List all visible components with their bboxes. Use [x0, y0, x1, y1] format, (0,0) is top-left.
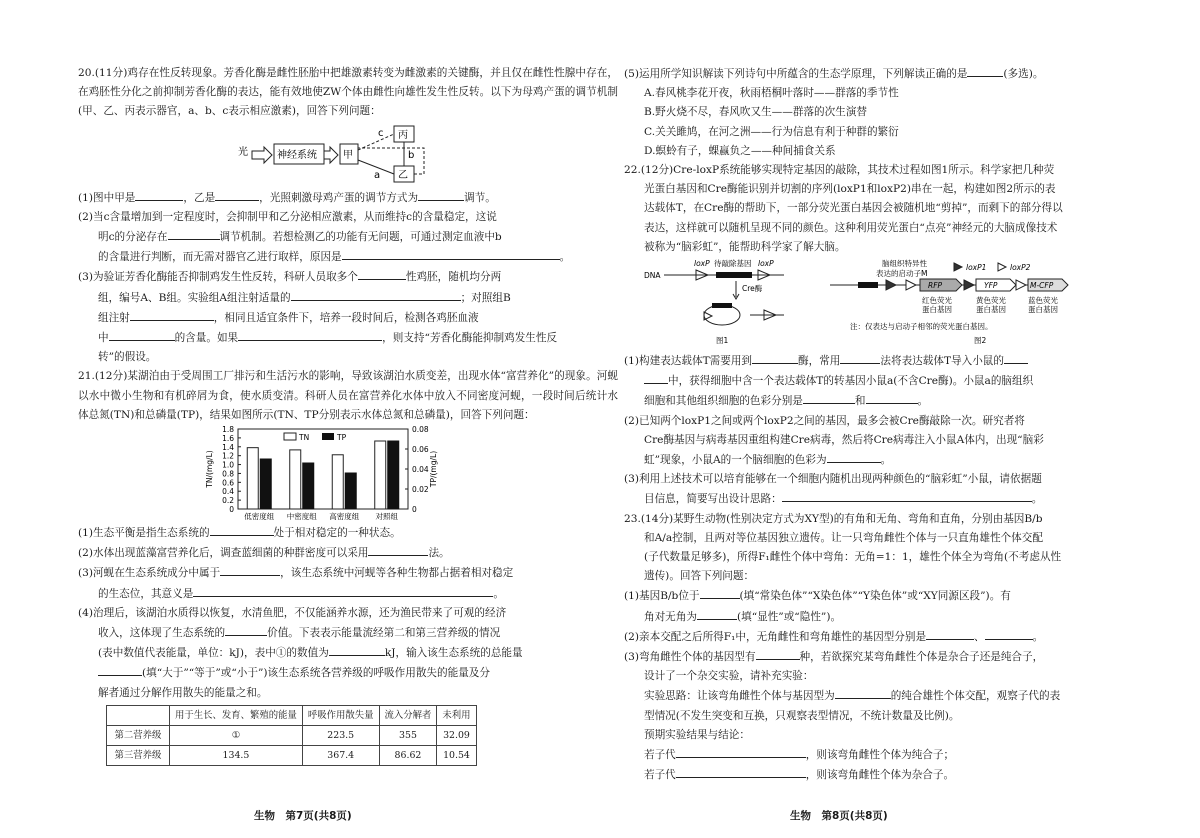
legend-tp-label: TP — [337, 433, 347, 443]
table-row — [107, 726, 477, 746]
x-tick-label: 高密度组 — [329, 512, 360, 522]
legend-tn-swatch — [284, 433, 296, 440]
bar-tp — [303, 463, 314, 509]
rfp-text-1: 红色荧光 — [922, 296, 952, 306]
q22-l3: 达载体T，在Cre酶的帮助下，一部分荧光蛋白基因会被随机地“剪掉”，而剩下的部分得以 — [644, 202, 1063, 215]
q20-s3e: 转”的假设。 — [98, 351, 157, 364]
q21-s5: (5)运用所学知识解读下列诗句中所蕴含的生态学原理，下列解读正确的是 (多选)。 — [624, 64, 1172, 84]
nerve-label: 神经系统 — [277, 149, 317, 161]
q21-s3a: (3)河蚬在生态系统成分中属于 ，该生态系统中河蚬等各种生物都占据着相对稳定 — [78, 563, 618, 583]
table-cell: 第三营养级 — [107, 746, 170, 766]
loxp-left-label: loxP — [694, 259, 710, 269]
q21-intro: 21.(12分)某湖泊由于受周围工厂排污和生活污水的影响，导致该湖泊水质变差，出现水体“富营养化”的现象。河蚬以水中微小生物和有机碎屑为食，使水质变清。科研人员在富营养化水体中放入不同密度河蚬，一段时间后统计水体总氮(TN)和总磷量(TP)，结果如图所示(TN、TP分别表示水体总氮和总磷量)，回答下列问题： — [78, 370, 618, 421]
q20-intro: 20.(11分)鸡存在性反转现象。芳香化酶是雌性胚胎中把雄激素转变为雌激素的关键酶，并且仅在雌性性腺中存在，在鸡胚性分化之前抑制芳香化酶的表达，能有效地使ZW个体由雌性向雄性发生性反转。以下为母鸡产蛋的调节机制(甲、乙、丙表示器官，a、b、c表示相应激素)，回答下列问题： — [78, 67, 618, 118]
q22-l1: 22.(12分)Cre-loxP系统能够实现特定基因的敲除，其技术过程如图1所示。科学家把几种荧 — [624, 164, 1055, 177]
q22-s1b: 中，获得细胞中含一个表达载体T的转基因小鼠a(不含Cre酶)。小鼠a的脑组织 — [624, 371, 1172, 391]
q22-s3b: 目信息，简要写出设计思路： 。 — [624, 489, 1172, 509]
q23-l1: 23.(14分)某野生动物(性别决定方式为XY型)的有角和无角、弯角和直角，分别由基因B/b — [624, 512, 1043, 525]
bar-tp — [388, 441, 399, 509]
right-column — [624, 64, 1172, 786]
y2-tick-label: 0.06 — [412, 445, 429, 455]
x-tick-label: 对照组 — [375, 512, 398, 522]
table-header-cell: 未利用 — [437, 705, 476, 725]
table-cell: 223.5 — [302, 726, 379, 746]
q22-s2c: 虹”现象，小鼠A的一个脑细胞的色彩为 。 — [624, 450, 1172, 470]
q20-s3b: 组，编号A、B组。实验组A组注射适量的 ；对照组B — [78, 288, 618, 308]
light-label: 光 — [238, 146, 248, 158]
y-tick-label: 1.8 — [222, 425, 234, 435]
q21-option-a: A.春风桃李花开夜，秋雨梧桐叶落时——群落的季节性 — [644, 87, 899, 100]
y-tick-label: 1.4 — [222, 442, 234, 452]
q21-s4c: (表中数值代表能量，单位：kJ)，表中①的数值为 kJ，输入该生态系统的总能量 — [78, 643, 618, 663]
q23-l3: (子代数量足够多)，所得F₁雌性个体中弯角：无角=1：1，雄性个体全为弯角(不考虑从性 — [644, 551, 1062, 564]
mcfp-label: M-CFP — [1030, 281, 1054, 291]
footer-right: 生物 第8页(共8页) — [790, 810, 888, 822]
legend-loxp1-label: loxP1 — [966, 263, 987, 273]
q22-s1c: 细胞和其他组织细胞的色彩分别是 和 。 — [624, 391, 1172, 411]
y-tick-label: 0.8 — [222, 469, 234, 479]
y2-tick-label: 0.08 — [412, 425, 429, 435]
legend-loxp2-icon — [998, 263, 1006, 271]
left-column — [78, 64, 618, 766]
table-header-cell — [107, 705, 170, 725]
y-tick-label: 0 — [229, 505, 234, 515]
yfp-label: YFP — [984, 281, 998, 291]
rfp-text-2: 蛋白基因 — [922, 305, 952, 315]
q23-s3e: 预期实验结果与结论： — [644, 728, 750, 741]
q20-s1: (1)图中甲是 ，乙是 ，光照刺激母鸡产蛋的调节方式为 调节。 — [78, 188, 618, 208]
legend-tn-label: TN — [299, 433, 310, 443]
q23-s3f: 若子代 ，则该弯角雌性个体为纯合子； — [624, 745, 1172, 765]
legend-loxp2-label: loxP2 — [1010, 263, 1031, 273]
q23-s1a: (1)基因B/b位于 (填“常染色体”“X染色体”“Y染色体”或“XY同源区段”)。有 — [624, 586, 1172, 606]
legend-tp-swatch — [322, 433, 334, 440]
loxp2-icon-a — [906, 280, 916, 290]
q23-s1b: 角对无角为 (填“显性”或“隐性”)。 — [624, 607, 1172, 627]
q22-l2: 光蛋白基因和Cre酶能识别并切割的序列(loxP1和loxP2)串在一起，构建如图2所示的表 — [644, 183, 1056, 196]
mcfp-text-2: 蛋白基因 — [1028, 305, 1058, 315]
y2-tick-label: 0.02 — [412, 485, 429, 495]
loxp1-icon-a — [886, 280, 896, 290]
bar-tp — [345, 473, 356, 509]
q20-s3d: 中 的含量。如果 ，则支持“芳香化酶能抑制鸡发生性反 — [78, 328, 618, 348]
q23-l2: 和A/a控制，且两对等位基因独立遗传。让一只弯角雌性个体与一只直角雄性个体交配 — [644, 531, 1043, 544]
q20-s2b: 明c的分泌存在 调节机制。若想检测乙的功能有无问题，可通过测定血液中b — [78, 227, 618, 247]
table-header-cell: 流入分解者 — [379, 705, 437, 725]
y-tick-label: 0.6 — [222, 478, 234, 488]
q23-s3c: 实验思路：让该弯角雌性个体与基因型为 的纯合雄性个体交配，观察子代的表 — [624, 686, 1172, 706]
bar-tp — [260, 459, 271, 509]
y-axis-label: TN/(mg/L) — [205, 450, 214, 488]
cre-label: Cre酶 — [742, 284, 763, 294]
table-row — [107, 746, 477, 766]
table-cell: 86.62 — [379, 746, 437, 766]
energy-table — [106, 705, 477, 767]
q21-s4e: 解者通过分解作用散失的能量之和。 — [98, 686, 268, 699]
y-tick-label: 1.6 — [222, 433, 234, 443]
bing-label: 丙 — [398, 129, 408, 141]
q20-regulation-diagram — [78, 122, 618, 188]
loxp1-icon-b — [964, 280, 974, 290]
q21-option-b: B.野火烧不尽，春风吹又生——群落的次生演替 — [644, 106, 868, 119]
q23-l4: 遗传)。回答下列问题： — [644, 570, 755, 583]
bar-tn — [247, 448, 258, 509]
q22-l4: 表达，这样就可以随机呈现不同的颜色。这种利用荧光蛋白“点亮”神经元的大脑成像技术 — [644, 221, 1058, 234]
excised-gene-bar — [712, 303, 732, 308]
bar-tn — [290, 450, 301, 509]
bar-tn — [375, 441, 386, 509]
q23-s3b: 设计了一个杂交实验，请补充实验： — [644, 670, 814, 683]
q23-s3a: (3)弯角雌性个体的基因型有 种，若欲探究某弯角雌性个体是杂合子还是纯合子， — [624, 647, 1172, 667]
table-cell: ① — [170, 726, 303, 746]
yfp-text-2: 蛋白基因 — [976, 305, 1006, 315]
q20-s2a: (2)当c含量增加到一定程度时，会抑制甲和乙分泌相应激素，从而维持c的含量稳定，这说 — [78, 210, 497, 223]
table-header-cell: 用于生长、发育、繁殖的能量 — [170, 705, 303, 725]
b-label: b — [408, 149, 415, 161]
footer-left: 生物 第7页(共8页) — [254, 810, 352, 822]
q22-s2a: (2)已知两个loxP1之间或两个loxP2之间的基因，最多会被Cre酶敲除一次。研究者将 — [624, 414, 1025, 427]
q20-s2c: 的含量进行判断，而无需对器官乙进行取样，原因是 。 — [78, 247, 618, 267]
cre-loxp-figures — [624, 257, 1172, 351]
fig1-caption: 图1 — [716, 336, 729, 346]
promoter-label-1: 脑组织特异性 — [882, 259, 927, 269]
bar-tn — [332, 455, 343, 509]
legend-loxp1-icon — [954, 263, 962, 271]
fig2-note: 注：仅表达与启动子相邻的荧光蛋白基因。 — [850, 322, 993, 332]
y-tick-label: 1.2 — [222, 451, 234, 461]
promoter-label-2: 表达的启动子M — [876, 269, 928, 279]
table-cell: 355 — [379, 726, 437, 746]
loxp-right-label: loxP — [758, 259, 774, 269]
q23-s3d: 型情况(不发生突变和互换，只观察表型情况，不统计数量及比例)。 — [644, 709, 960, 722]
table-cell: 32.09 — [437, 726, 476, 746]
q22-s1a: (1)构建表达载体T需要用到 酶，常用 法将表达载体T导入小鼠的 — [624, 351, 1172, 371]
table-cell: 134.5 — [170, 746, 303, 766]
target-gene-label: 待敲除基因 — [714, 259, 752, 269]
arrow-nerve-jia — [324, 147, 338, 163]
a-label: a — [374, 169, 381, 181]
table-cell: 367.4 — [302, 746, 379, 766]
q21-s4a: (4)治理后，该湖泊水质得以恢复，水清鱼肥，不仅能涵养水源，还为渔民带来了可观的经济 — [78, 606, 507, 619]
q21-option-c: C.关关雎鸠，在河之洲——行为信息有利于种群的繁衍 — [644, 125, 899, 138]
rfp-label: RFP — [928, 281, 943, 291]
q21-s3b: 的生态位，其意义是 。 — [78, 584, 618, 604]
y-tick-label: 0.4 — [222, 487, 234, 497]
target-gene-bar — [716, 272, 752, 278]
q21-s2: (2)水体出现蓝藻富营养化后，调查蓝细菌的种群密度可以采用 法。 — [78, 543, 618, 563]
y2-tick-label: 0 — [412, 505, 417, 515]
loxp2-icon-b — [1016, 280, 1026, 290]
y-tick-label: 1.0 — [222, 460, 234, 470]
y-tick-label: 0.2 — [222, 496, 234, 506]
q23-s3g: 若子代 ，则该弯角雌性个体为杂合子。 — [624, 765, 1172, 785]
promoter-m-bar — [858, 282, 878, 288]
tn-tp-bar-chart — [78, 425, 618, 523]
table-cell: 10.54 — [437, 746, 476, 766]
q23-s2: (2)亲本交配之后所得F₁中，无角雌性和弯角雄性的基因型分别是 、 。 — [624, 627, 1172, 647]
q22-l5: 被称为“脑彩虹”，能帮助科学家了解大脑。 — [644, 240, 846, 253]
q21-s1: (1)生态平衡是指生态系统的 处于相对稳定的一种状态。 — [78, 523, 618, 543]
table-cell: 第二营养级 — [107, 726, 170, 746]
q22-s2b: Cre酶基因与病毒基因重组构建Cre病毒，然后将Cre病毒注入小鼠A体内，出现“脑彩 — [644, 433, 1044, 446]
table-header-row — [107, 705, 477, 725]
fig2-caption: 图2 — [974, 336, 987, 346]
x-tick-label: 中密度组 — [286, 512, 317, 522]
q21-s4d: (填“大于”“等于”或“小于”)该生态系统各营养级的呼吸作用散失的能量及分 — [78, 663, 618, 683]
q20-s3c: 组注射 ，相同且适宜条件下，培养一段时间后，检测各鸡胚血液 — [78, 308, 618, 328]
y2-axis-label: TP/(mg/L) — [429, 450, 438, 488]
arrow-light-nerve — [252, 147, 272, 163]
table-header-cell: 呼吸作用散失量 — [302, 705, 379, 725]
q20-s3a: (3)为验证芳香化酶能否抑制鸡发生性反转，科研人员取多个 性鸡胚，随机均分两 — [78, 267, 618, 287]
q21-option-d: D.螟蛉有子，蜾蠃负之——种间捕食关系 — [644, 144, 836, 157]
jia-label: 甲 — [343, 149, 353, 161]
q21-s4b: 收入，这体现了生态系统的 价值。下表表示能量流经第二和第三营养级的情况 — [78, 623, 618, 643]
q22-s3a: (3)利用上述技术可以培育能够在一个细胞内随机出现两种颜色的“脑彩虹”小鼠，请依据题 — [624, 473, 1042, 486]
c-label: c — [378, 127, 384, 139]
mcfp-text-1: 蓝色荧光 — [1028, 296, 1058, 306]
y2-tick-label: 0.04 — [412, 465, 429, 475]
x-tick-label: 低密度组 — [244, 512, 275, 522]
dna-label: DNA — [644, 271, 661, 281]
yfp-text-1: 黄色荧光 — [976, 296, 1006, 306]
yi-label: 乙 — [398, 169, 408, 181]
